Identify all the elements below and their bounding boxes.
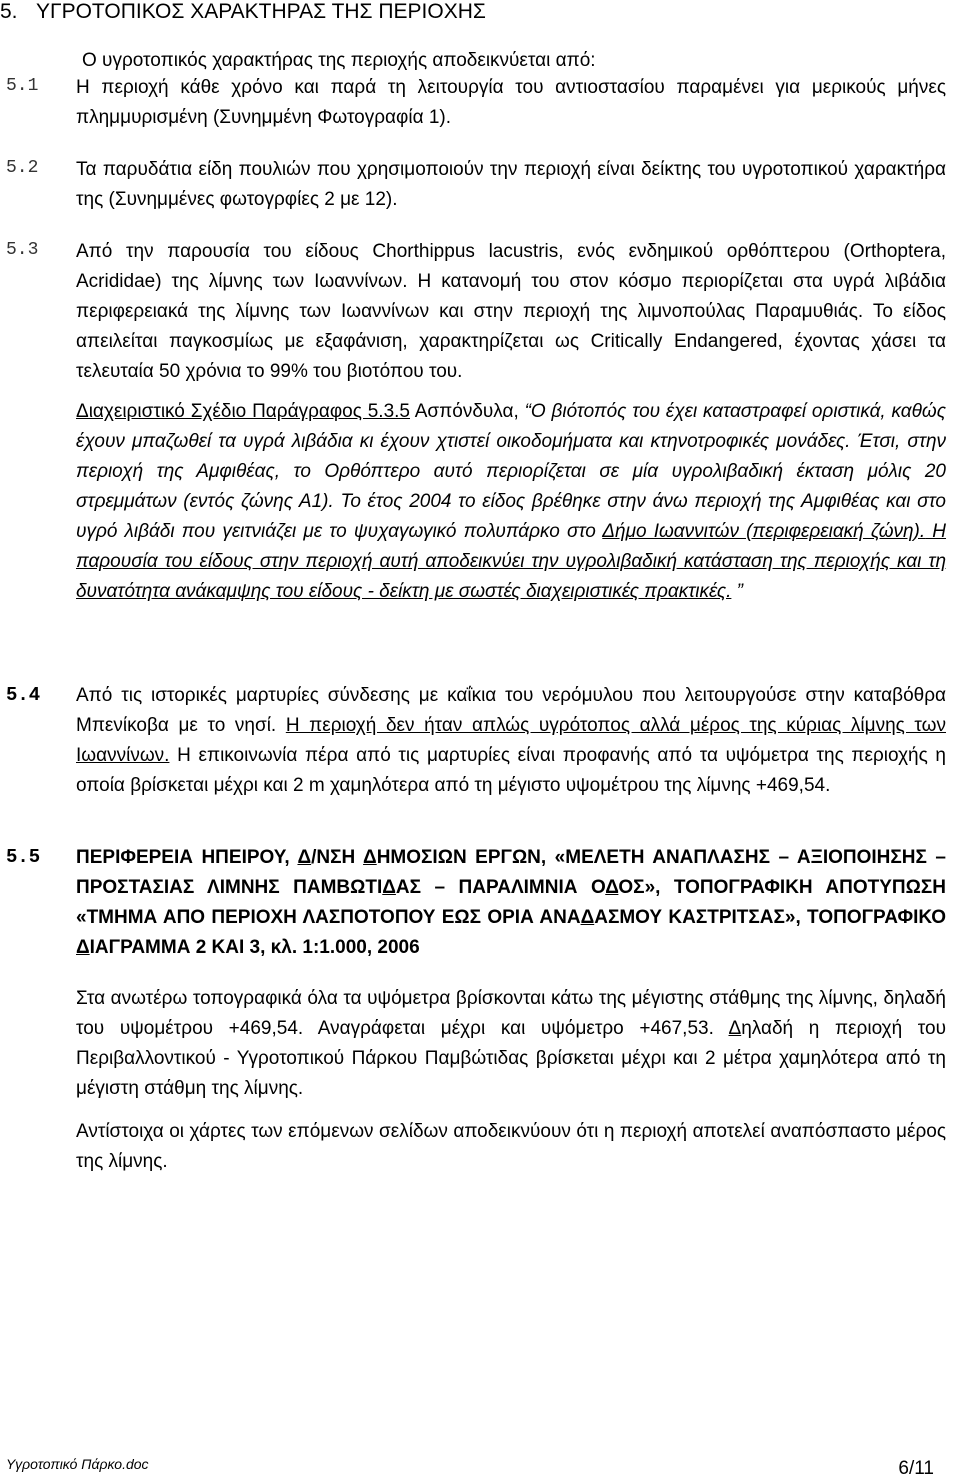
item-block (76, 237, 946, 607)
plan-quote-underlined: Η παρουσία του είδους στην περιοχή αυτή αποδεικνύει την υγρολιβαδική κατάσταση της περιοχής και τη δυνατότητα ανάκαμψης του είδους - δείκτη με σωστές διαχειριστικές πρακτικές. (76, 521, 947, 602)
title-part: ΑΣΜΟΥ ΚΑΣΤΡΙΤΣΑΣ», ΤΟΠΟΓΡΑΦΙΚΟ (594, 907, 946, 928)
section-title: ΥΓΡΟΤΟΠΙΚΟΣ ΧΑΡΑΚΤΗΡΑΣ ΤΗΣ ΠΕΡΙΟΧΗΣ (36, 0, 486, 23)
plan-quote-link[interactable]: Δήμο Ιωαννιτών (περιφερειακή ζώνη). (602, 521, 926, 542)
title-part: ΑΣ – ΠΑΡΑΛΙΜΝΙΑ Ο (395, 877, 606, 898)
item-text: Η περιοχή κάθε χρόνο και παρά τη λειτουργία του αντιοστασίου παραμένει για μερικούς μήνες πλημμυρισμένη (Συνημμένη Φωτογραφία 1). (76, 77, 946, 128)
item-number: 5.4 (6, 684, 41, 706)
item-number: 5.3 (6, 240, 39, 260)
item-number: 5.2 (6, 158, 39, 178)
item-text (76, 681, 946, 801)
item-paragraph: Αντίστοιχα οι χάρτες των επόμενων σελίδων αποδεικνύουν ότι η περιοχή αποτελεί αναπόσπαστο μέρος της λίμνης. (76, 1121, 946, 1172)
title-link[interactable]: Δ (605, 877, 619, 898)
plan-text: Ασπόνδυλα, (409, 401, 525, 422)
section-number: 5. (0, 0, 18, 23)
item-text: Από την παρουσία του είδους Chorthippus lacustris, ενός ενδημικού ορθόπτερου (Orthoptera, Acrididae) της λίμνης των Ιωαννίνων. Η κατανομή του στον κόσμο περιορίζεται στα υγρά λιβάδια περιφερειακά της λίμνης των Ιωαννίνων και στην περιοχή της λιμνοπούλας Παραμυθιάς. Το είδος απειλείται παγκοσμίως με εξαφάνιση, χαρακτηρίζεται ως Critically Endangered, έχοντας χάσει τα τελευταία 50 χρόνια το 99% του βιοτόπου του. (76, 241, 946, 382)
item-number: 5.1 (6, 76, 39, 96)
section-heading (0, 0, 960, 24)
title-link[interactable]: Δ (76, 937, 90, 958)
paragraph-link[interactable]: Δ (728, 1018, 742, 1039)
item-title (76, 843, 946, 963)
title-part: ΠΕΡΙΦΕΡΕΙΑ ΗΠΕΙΡΟΥ, (76, 847, 298, 868)
title-link[interactable]: Δ (580, 907, 595, 928)
paragraph-part: Στα ανωτέρω τοπογραφικά όλα τα υψόμετρα βρίσκονται κάτω της μέγιστης στάθμης της λίμνης, δηλαδή του υψομέτρου +469,54. Αναγράφεται μέχρι και υψόμετρο +467,53. (76, 988, 946, 1039)
title-part: ΗΜΟΣΙΩΝ ΕΡΓΩΝ, «ΜΕΛΕΤΗ ΑΝΑΠΛΑΣΗΣ – ΑΞΙΟΠΟΙΗΣΗΣ – ΠΡΟΣΤΑΣΙΑΣ ΛΙΜΝΗΣ ΠΑΜΒΩΤΙ (76, 847, 947, 898)
title-link[interactable]: Δ (363, 847, 377, 868)
plan-quote-end: ” (731, 581, 743, 602)
footer-page-number: 6/11 (898, 1458, 934, 1479)
footer-filename: Υγροτοπικό Πάρκο.doc (6, 1456, 149, 1472)
plan-quote: “Ο βιότοπός του έχει καταστραφεί οριστικά, καθώς έχουν μπαζωθεί τα υγρά λιβάδια κι έχουν χτιστεί οικοδομήματα και κτηνοτροφικές μονάδες. Έτσι, στην περιοχή της Αμφιθέας, το Ορθόπτερο αυτό περιορίζεται σε μία υγρολιβαδική έκταση μόλις 20 στρεμμάτων (εντός ζώνης Α1). Το έτος 2004 το είδος βρέθηκε στην άνω περιοχή της Αμφιθέας και στο υγρό λιβάδι που γειτνιάζει με το ψυχαγωγικό πολυπάρκο στο (76, 401, 946, 542)
title-part: /ΝΣΗ (311, 847, 364, 868)
item-text-underlined: Η περιοχή δεν ήταν απλώς υγρότοπος αλλά μέρος της κύριας λίμνης των Ιωαννίνων. (76, 715, 946, 766)
title-part: ΙΑΓΡΑΜΜΑ 2 ΚΑΙ 3, κλ. 1:1.000, 2006 (89, 937, 420, 958)
title-part: ΟΣ», ΤΟΠΟΓΡΑΦΙΚΗ ΑΠΟΤΥΠΩΣΗ «ΤΜΗΜΑ ΑΠΟ ΠΕΡΙΟΧΗ ΛΑΣΠΟΤΟΠΟΥ ΕΩΣ ΟΡΙΑ ΑΝΑ (76, 877, 946, 928)
plan-reference (76, 397, 946, 607)
item-text-part: Από τις ιστορικές μαρτυρίες σύνδεσης με καΐκια του νερόμυλου που λειτουργούσε στην καταβόθρα Μπενίκοβα με το νησί. (76, 685, 946, 736)
item-number: 5.5 (6, 846, 41, 868)
title-link[interactable]: Δ (382, 877, 396, 898)
item-paragraph (76, 984, 946, 1104)
item-text-part: Η επικοινωνία πέρα από τις μαρτυρίες είναι προφανής από τα υψόμετρα της περιοχής η οποία βρίσκεται μέχρι και 2 m χαμηλότερα από τη μέγιστο υψομέτρου της λίμνης +469,54. (76, 745, 946, 796)
plan-link[interactable]: Διαχειριστικό Σχέδιο Παράγραφος 5.3.5 (76, 401, 410, 422)
intro-text: Ο υγροτοπικός χαρακτήρας της περιοχής αποδεικνύεται από: (82, 50, 596, 71)
paragraph-part: ηλαδή η περιοχή του Περιβαλλοντικού - Υγροτοπικού Πάρκου Παμβώτιδας βρίσκεται μέχρι και 2 μέτρα χαμηλότερα από τη μέγιστη στάθμη της λίμνης. (76, 1018, 947, 1099)
item-text: Τα παρυδάτια είδη πουλιών που χρησιμοποιούν την περιοχή είναι δείκτης του υγροτοπικού χαρακτήρα της (Συνημμένες φωτογρφίες 2 με 12). (76, 159, 946, 210)
title-link[interactable]: Δ (297, 847, 312, 868)
